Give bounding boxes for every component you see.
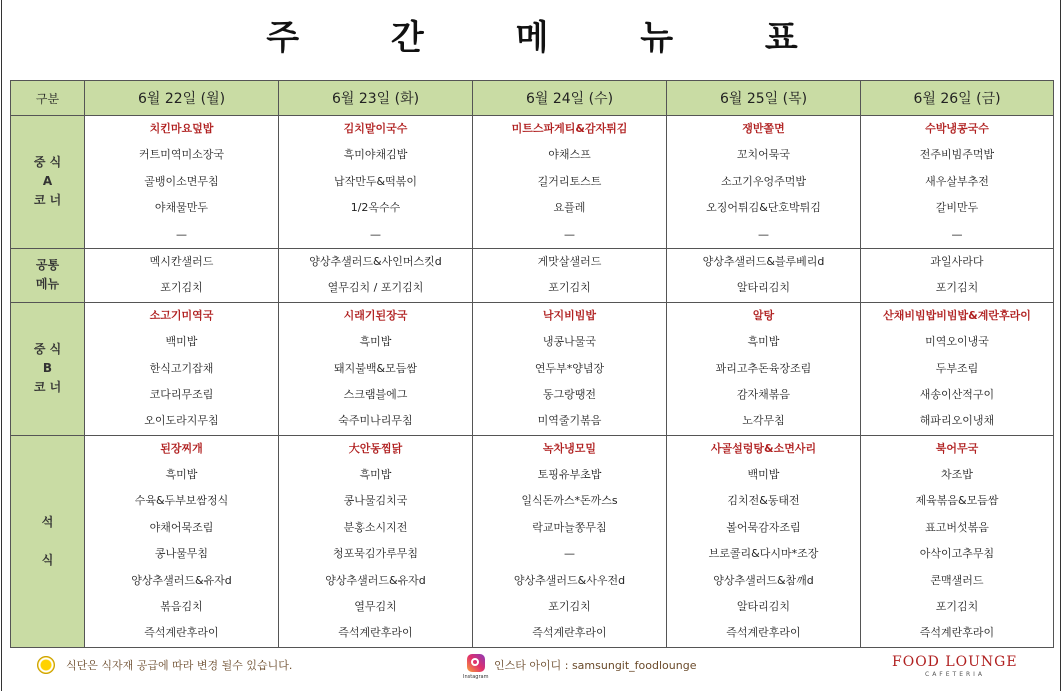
header-corner: 구분 (11, 81, 85, 116)
menu-item: 미역오이냉국 (925, 335, 989, 349)
instagram-icon (467, 654, 485, 672)
menu-item: 흑미밥 (747, 335, 780, 349)
menu-item: 분홍소시지전 (343, 520, 408, 534)
brand-logo-sub: CAFETERIA (925, 671, 986, 678)
menu-item: — (176, 227, 187, 241)
menu-item: 1/2옥수수 (350, 201, 401, 215)
footer (0, 650, 1064, 680)
menu-item: 요플레 (553, 201, 586, 215)
menu-item: 야채어묵조림 (149, 520, 214, 534)
menu-item: 연두부*양념장 (534, 361, 605, 375)
menu-item: 스크램블에그 (343, 387, 408, 401)
menu-item: 알타리김치 (736, 600, 791, 614)
weekly-menu-table (10, 80, 1054, 648)
section-label-line: B (42, 361, 53, 376)
menu-item: 노각무침 (742, 414, 785, 428)
section-label (11, 302, 85, 435)
section-label (11, 248, 85, 302)
menu-item: 숙주미나리무침 (338, 414, 413, 428)
main-dish: 미트스파게티&감자튀김 (511, 122, 628, 135)
main-dish: 사골설렁탕&소면사리 (710, 441, 817, 455)
main-dish: 수박냉콩국수 (925, 122, 989, 135)
menu-item: 콘맥샐러드 (930, 573, 984, 587)
menu-cell (861, 116, 1054, 249)
menu-item: 포기김치 (935, 281, 979, 295)
menu-cell (279, 435, 473, 647)
header-day: 6월 22일 (월) (85, 81, 279, 116)
header-day: 6월 24일 (수) (473, 81, 667, 116)
header-day: 6월 26일 (금) (861, 81, 1054, 116)
menu-cell (473, 116, 667, 249)
main-dish: 치킨마요덮밥 (149, 122, 214, 135)
section-label-line: 중 식 (33, 155, 62, 170)
section-label (11, 116, 85, 249)
menu-section-row (11, 435, 1054, 647)
menu-cell (85, 435, 279, 647)
menu-item: 백미밥 (165, 335, 198, 349)
menu-item: 수육&두부보쌈정식 (134, 494, 229, 508)
menu-item: 표고버섯볶음 (925, 520, 989, 534)
section-label-line: 중 식 (33, 342, 62, 357)
menu-item: 포기김치 (548, 600, 591, 614)
instagram-id: 인스타 아이디 : samsungit_foodlounge (494, 659, 697, 672)
menu-cell (667, 248, 861, 302)
main-dish: 산채비빔밥비빔밥&계란후라이 (883, 308, 1031, 322)
header-day: 6월 23일 (화) (279, 81, 473, 116)
menu-item: 꽈리고추돈육장조림 (715, 361, 812, 375)
menu-item: 돼지불백&모듬쌈 (334, 361, 417, 375)
menu-item: 길거리토스트 (537, 174, 602, 188)
menu-section-row (11, 116, 1054, 249)
menu-cell (85, 302, 279, 435)
instagram-caption: Instagram (463, 674, 489, 680)
menu-cell (473, 302, 667, 435)
menu-cell (861, 248, 1054, 302)
header-row (11, 81, 1054, 116)
menu-cell (473, 248, 667, 302)
menu-item: 흑미밥 (359, 468, 392, 482)
menu-item: 해파리오이냉채 (919, 414, 995, 428)
menu-item: 멕시칸샐러드 (149, 254, 214, 268)
menu-item: 동그랑땡전 (542, 387, 597, 401)
menu-item: 알타리김치 (736, 281, 791, 295)
section-label-line: 코 너 (33, 380, 62, 395)
menu-item: — (951, 227, 963, 241)
menu-item: 감자채볶음 (736, 387, 791, 401)
main-dish: 쟁반쫄면 (742, 122, 785, 135)
menu-item: 양상추샐러드&블루베리d (702, 254, 825, 268)
header-day: 6월 25일 (목) (667, 81, 861, 116)
section-label-line (11, 532, 84, 551)
menu-item: 토핑유부초밥 (537, 468, 602, 482)
menu-item: 새우살부추전 (925, 174, 989, 188)
menu-item: 포기김치 (160, 281, 203, 295)
menu-item: 코다리무조림 (149, 387, 214, 401)
main-dish: 낙지비빔밥 (542, 308, 597, 322)
main-dish: 김치말이국수 (343, 122, 408, 135)
menu-item: 냉콩나물국 (542, 335, 597, 349)
menu-item: 양상추샐러드&참깨d (713, 573, 814, 587)
menu-cell (667, 302, 861, 435)
menu-item: 제육볶음&모듬쌈 (915, 494, 999, 508)
menu-item: 소고기우엉주먹밥 (720, 174, 806, 188)
menu-item: — (758, 227, 769, 241)
menu-item: 오이도라지무침 (144, 414, 219, 428)
menu-item: 열무김치 (354, 600, 397, 614)
menu-item: 흑미밥 (165, 468, 198, 482)
menu-item: — (370, 227, 381, 241)
menu-item: 즉석계란후라이 (532, 626, 607, 640)
menu-item: 꼬치어묵국 (736, 148, 791, 162)
menu-item: 포기김치 (935, 600, 979, 614)
menu-item: 흑미야채김밥 (343, 148, 408, 162)
main-dish: 알탕 (752, 308, 775, 322)
menu-item: 골뱅이소면무침 (144, 174, 219, 188)
menu-cell (667, 435, 861, 647)
main-dish: 된장찌개 (160, 441, 203, 455)
section-label-line: A (42, 174, 53, 189)
menu-item: 흑미밥 (359, 335, 392, 349)
notice-icon (37, 656, 55, 674)
menu-item: 양상추샐러드&사우전d (513, 573, 626, 587)
menu-cell (279, 116, 473, 249)
menu-section-row (11, 302, 1054, 435)
menu-item: 청포묵김가루무침 (332, 547, 418, 561)
main-dish: 소고기미역국 (149, 308, 214, 322)
menu-item: 야채스프 (548, 148, 591, 162)
menu-cell (667, 116, 861, 249)
menu-item: 즉석계란후라이 (919, 626, 995, 640)
menu-cell (861, 302, 1054, 435)
menu-cell (85, 248, 279, 302)
menu-item: 두부조림 (935, 361, 979, 375)
menu-item: 열무김치 / 포기김치 (327, 281, 424, 295)
menu-item: 브로콜리&다시마*조장 (708, 547, 819, 561)
menu-item: 포기김치 (548, 281, 591, 295)
menu-item: 백미밥 (747, 468, 780, 482)
section-label-line: 메뉴 (35, 277, 60, 292)
main-dish: 녹차냉모밀 (542, 441, 597, 455)
menu-item: 즉석계란후라이 (726, 626, 801, 640)
menu-item: 김치전&동태전 (727, 494, 800, 508)
menu-item: 일식돈까스*돈까스s (521, 494, 618, 508)
menu-item: 양상추샐러드&사인머스킷d (309, 254, 442, 268)
menu-item: 미역줄기볶음 (537, 414, 602, 428)
menu-cell (279, 248, 473, 302)
menu-item: 커트미역미소장국 (138, 148, 224, 162)
menu-cell (85, 116, 279, 249)
menu-item: 즉석계란후라이 (144, 626, 219, 640)
section-label-line: 코 너 (33, 193, 62, 208)
section-label-line: 석 (41, 514, 54, 529)
main-dish: 북어무국 (935, 441, 979, 455)
section-label-line: 공통 (35, 258, 60, 273)
menu-item: 전주비빔주먹밥 (919, 148, 995, 162)
menu-item: 아삭이고추무침 (919, 547, 995, 561)
menu-item: 볶음김치 (160, 600, 203, 614)
menu-item: 차조밥 (941, 468, 973, 482)
menu-item: 콩나물김치국 (343, 494, 408, 508)
page-title: 주 간 메 뉴 표 (266, 18, 838, 58)
menu-item: 납작만두&떡볶이 (334, 174, 417, 188)
menu-cell (279, 302, 473, 435)
menu-cell (473, 435, 667, 647)
menu-item: 한식고기잡채 (149, 361, 214, 375)
menu-item: 콩나물무침 (154, 547, 209, 561)
menu-item: 락교마늘쫑무침 (532, 520, 607, 534)
menu-item: 볼어묵감자조림 (726, 520, 801, 534)
menu-item: 게맛살샐러드 (537, 254, 602, 268)
menu-item: 야채물만두 (154, 201, 209, 215)
section-label (11, 435, 85, 647)
menu-item: — (564, 547, 575, 561)
main-dish: 大안동찜닭 (348, 441, 403, 455)
menu-cell (861, 435, 1054, 647)
menu-item: 양상추샐러드&유자d (131, 573, 232, 587)
menu-item: 양상추샐러드&유자d (325, 573, 426, 587)
section-label-line: 식 (41, 552, 54, 567)
main-dish: 시래기된장국 (343, 308, 408, 322)
menu-item: 갈비만두 (935, 201, 979, 215)
menu-item: 새송이산적구이 (919, 387, 995, 401)
menu-item: 과일사라다 (930, 254, 984, 268)
menu-item: 즉석계란후라이 (338, 626, 413, 640)
menu-item: — (564, 227, 575, 241)
menu-item: 오징어튀김&단호박튀김 (706, 201, 821, 215)
menu-section-row (11, 248, 1054, 302)
brand-logo: FOOD LOUNGE (892, 654, 1018, 670)
footer-notice: 식단은 식자재 공급에 따라 변경 될수 있습니다. (66, 659, 293, 672)
